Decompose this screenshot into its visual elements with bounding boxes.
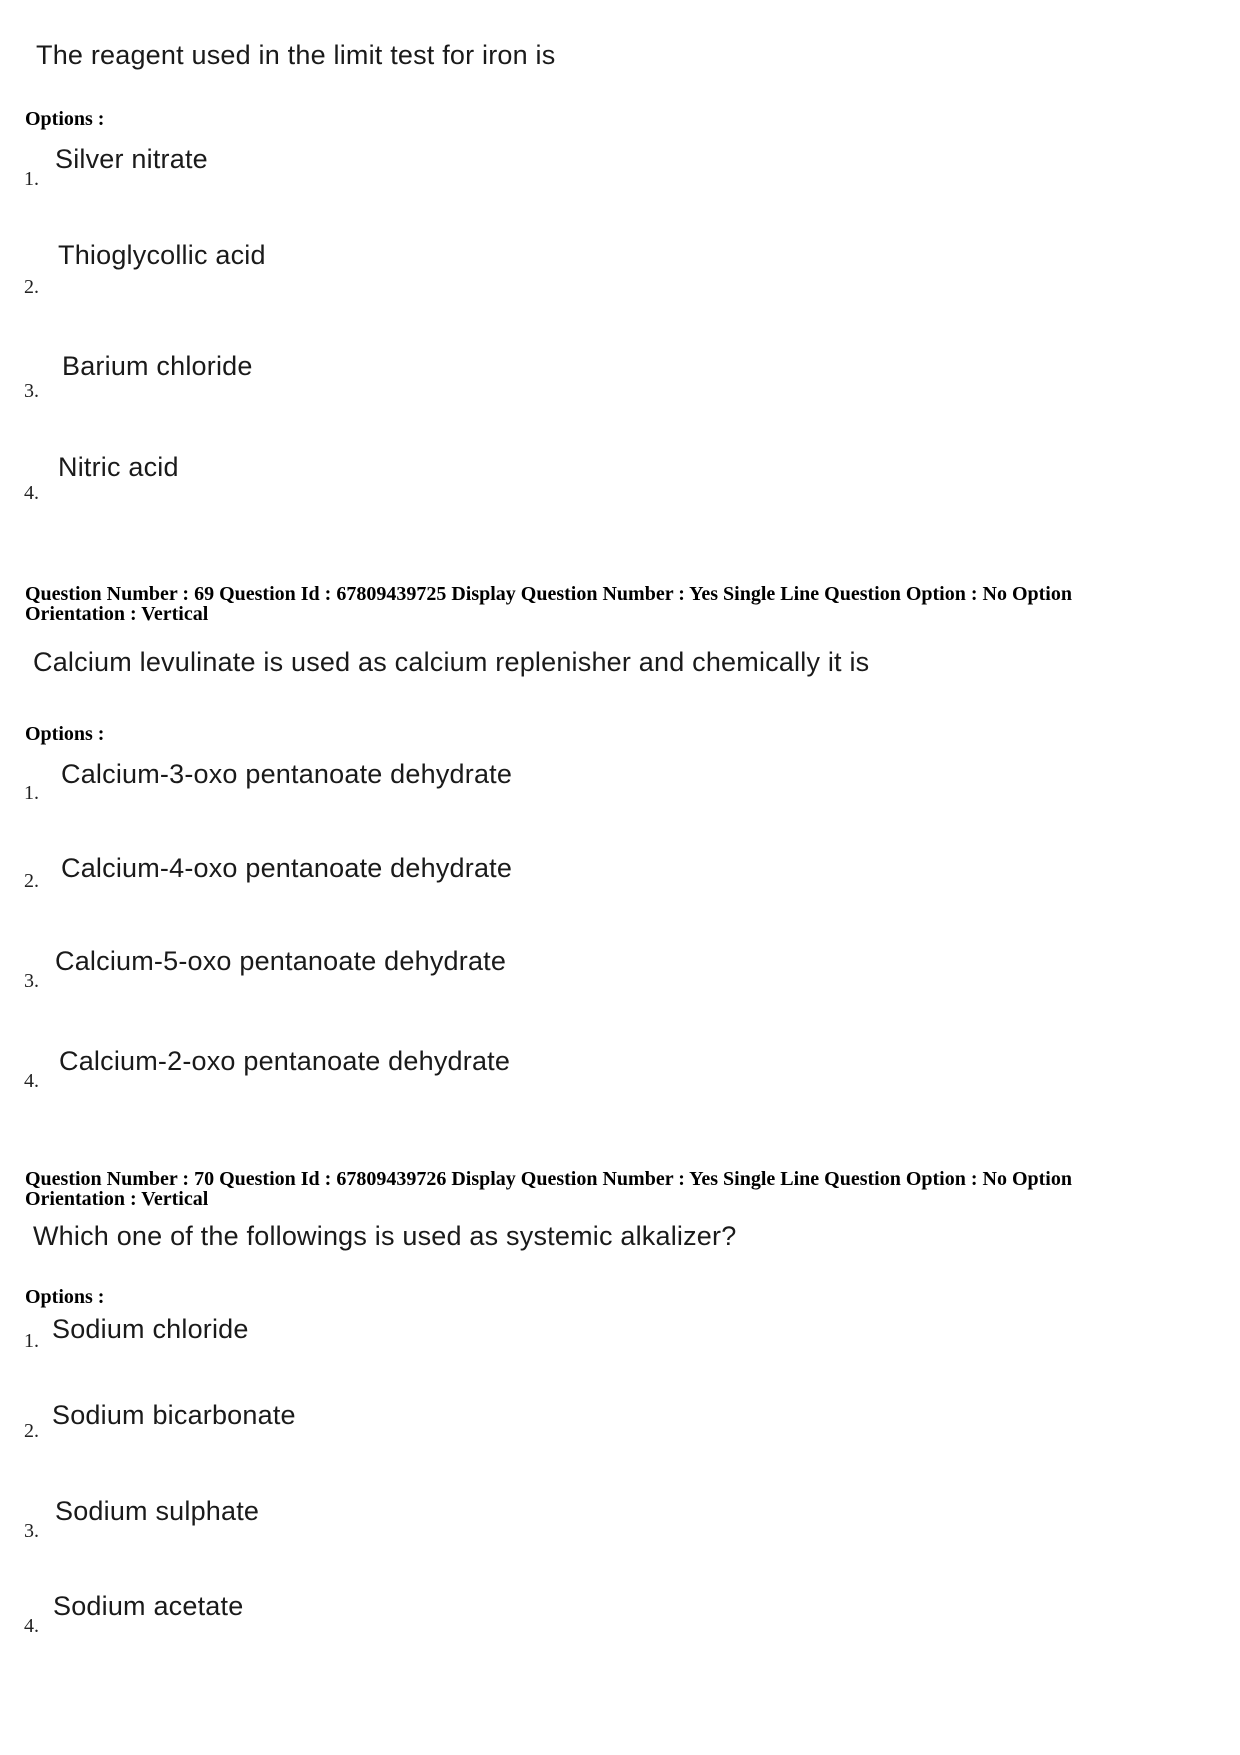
options-label: Options : [25,108,105,130]
option-2-text: Sodium bicarbonate [52,1400,296,1430]
option-4-number: 4. [24,482,39,504]
question-text: Calcium levulinate is used as calcium replenisher and chemically it is [33,647,870,677]
option-1-number: 1. [24,1330,39,1352]
option-1-text: Sodium chloride [52,1314,249,1344]
option-3-text: Barium chloride [62,351,253,381]
option-4-text: Sodium acetate [53,1591,244,1621]
option-4-text: Calcium-2-oxo pentanoate dehydrate [59,1046,511,1076]
option-4-text: Nitric acid [58,452,179,482]
question-text: Which one of the followings is used as systemic alkalizer? [33,1221,737,1251]
option-1-number: 1. [24,782,39,804]
question-meta [25,1169,1215,1209]
question-meta-line-1: Question Number : 70 Question Id : 67809439726 Display Question Number : Yes Single Line Question Option : No Option [25,1168,1072,1190]
option-3-number: 3. [24,1520,39,1542]
question-meta-line-2: Orientation : Vertical [25,603,209,625]
question-meta-line-2: Orientation : Vertical [25,1188,209,1210]
option-3-text: Sodium sulphate [55,1496,260,1526]
option-1-number: 1. [24,168,39,190]
options-label: Options : [25,1286,105,1308]
option-2-text: Calcium-4-oxo pentanoate dehydrate [61,853,513,883]
option-4-number: 4. [24,1070,39,1092]
option-1-text: Silver nitrate [55,144,208,174]
option-2-number: 2. [24,870,39,892]
option-3-number: 3. [24,970,39,992]
question-meta-line-1: Question Number : 69 Question Id : 67809439725 Display Question Number : Yes Single Line Question Option : No Option [25,583,1072,605]
option-4-number: 4. [24,1615,39,1637]
question-text: The reagent used in the limit test for iron is [36,40,556,70]
option-2-number: 2. [24,1420,39,1442]
question-meta [25,584,1215,624]
option-2-text: Thioglycollic acid [58,240,266,270]
option-1-text: Calcium-3-oxo pentanoate dehydrate [61,759,513,789]
option-3-text: Calcium-5-oxo pentanoate dehydrate [55,946,507,976]
option-2-number: 2. [24,276,39,298]
option-3-number: 3. [24,380,39,402]
options-label: Options : [25,723,105,745]
